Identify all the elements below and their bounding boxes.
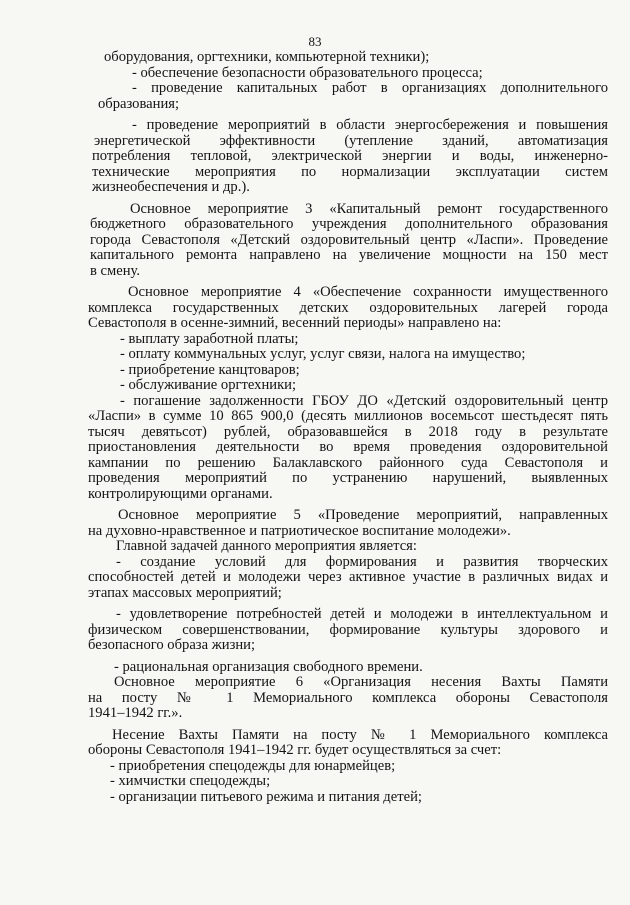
text-line: технические мероприятия по нормализации эксплуатации систем	[92, 163, 608, 180]
text-line: - обслуживание оргтехники;	[120, 377, 297, 393]
text-line: - организации питьевого режима и питания детей;	[110, 788, 422, 805]
text-line: кампании по решению Балаклавского районного суда Севастополя и	[88, 454, 608, 471]
document-body	[88, 50, 608, 805]
text-line: Севастополя в осенне-зимний, весенний периоды» направлено на:	[88, 315, 502, 331]
text-line: 1941–1942 гг.».	[88, 705, 183, 721]
text-line: - удовлетворение потребностей детей и молодежи в интеллектуальном и	[116, 606, 608, 622]
text-line: - обеспечение безопасности образовательного процесса;	[132, 64, 483, 81]
text-line: бюджетного образовательного учреждения дополнительного образования	[90, 216, 608, 232]
text-line: - проведение капитальных работ в организациях дополнительного	[132, 80, 608, 96]
text-line: оборудования, оргтехники, компьютерной техники);	[104, 49, 430, 65]
text-line: - выплату заработной платы;	[120, 330, 299, 347]
text-line: Основное мероприятие 4 «Обеспечение сохранности имущественного	[128, 284, 608, 300]
text-line: Основное мероприятие 5 «Проведение мероприятий, направленных	[118, 507, 608, 523]
text-line: энергетической эффективности (утепление зданий, автоматизация	[94, 132, 608, 149]
text-line: физическом совершенствовании, формирование культуры здорового и	[88, 621, 608, 638]
text-line: капитального ремонта направлено на увеличение мощности на 150 мест	[90, 247, 608, 263]
text-line: Основное мероприятие 6 «Организация несения Вахты Памяти	[114, 674, 608, 690]
text-line: - создание условий для формирования и развития творческих	[116, 553, 608, 570]
text-line: способностей детей и молодежи через активное участие в различных видах и	[88, 569, 608, 585]
text-line: на духовно-нравственное и патриотическое воспитание молодежи».	[88, 522, 511, 539]
text-line: проведения мероприятий по устранению нарушений, выявленных	[88, 470, 608, 486]
text-line: - химчистки спецодежды;	[110, 773, 271, 789]
text-line: контролирующими органами.	[88, 485, 273, 502]
text-line: - оплату коммунальных услуг, услуг связи, налога на имущество;	[120, 346, 526, 362]
page-number: 83	[308, 34, 322, 49]
text-line: Основное мероприятие 3 «Капитальный ремонт государственного	[130, 200, 608, 217]
text-line: тысяч девятьсот) рублей, образовавшейся в 2018 году в результате	[88, 423, 608, 440]
text-line: Главной задачей данного мероприятия является:	[116, 538, 417, 554]
text-line: в смену.	[90, 262, 141, 279]
text-line: жизнеобеспечения и др.).	[92, 179, 250, 195]
text-line: этапах массовых мероприятий;	[88, 584, 282, 601]
text-line: потребления тепловой, электрической энергии и воды, инженерно-	[92, 148, 608, 164]
text-line: безопасного образа жизни;	[88, 637, 256, 653]
text-line: Несение Вахты Памяти на посту № 1 Мемориального комплекса	[112, 726, 608, 743]
text-line: города Севастополя «Детский оздоровительный центр «Ласпи». Проведение	[90, 231, 608, 248]
text-line: образования;	[98, 95, 180, 112]
text-line: - приобретение канцтоваров;	[120, 361, 300, 378]
text-line: - рациональная организация свободного времени.	[114, 658, 423, 675]
text-line: комплекса государственных детских оздоровительных лагерей города	[88, 299, 608, 316]
text-line: на посту № 1 Мемориального комплекса обороны Севастополя	[88, 689, 608, 706]
text-line: приостановления деятельности во время проведения оздоровительной	[88, 439, 608, 455]
text-line: - погашение задолженности ГБОУ ДО «Детский оздоровительный центр	[120, 392, 608, 409]
text-line: - проведение мероприятий в области энергосбережения и повышения	[132, 117, 608, 133]
text-line: «Ласпи» в сумме 10 865 900,0 (десять миллионов восемьсот шестьдесят пять	[88, 408, 608, 424]
text-line: обороны Севастополя 1941–1942 гг. будет осуществляться за счет:	[88, 742, 502, 758]
text-line: - приобретения спецодежды для юнармейцев;	[110, 757, 396, 774]
